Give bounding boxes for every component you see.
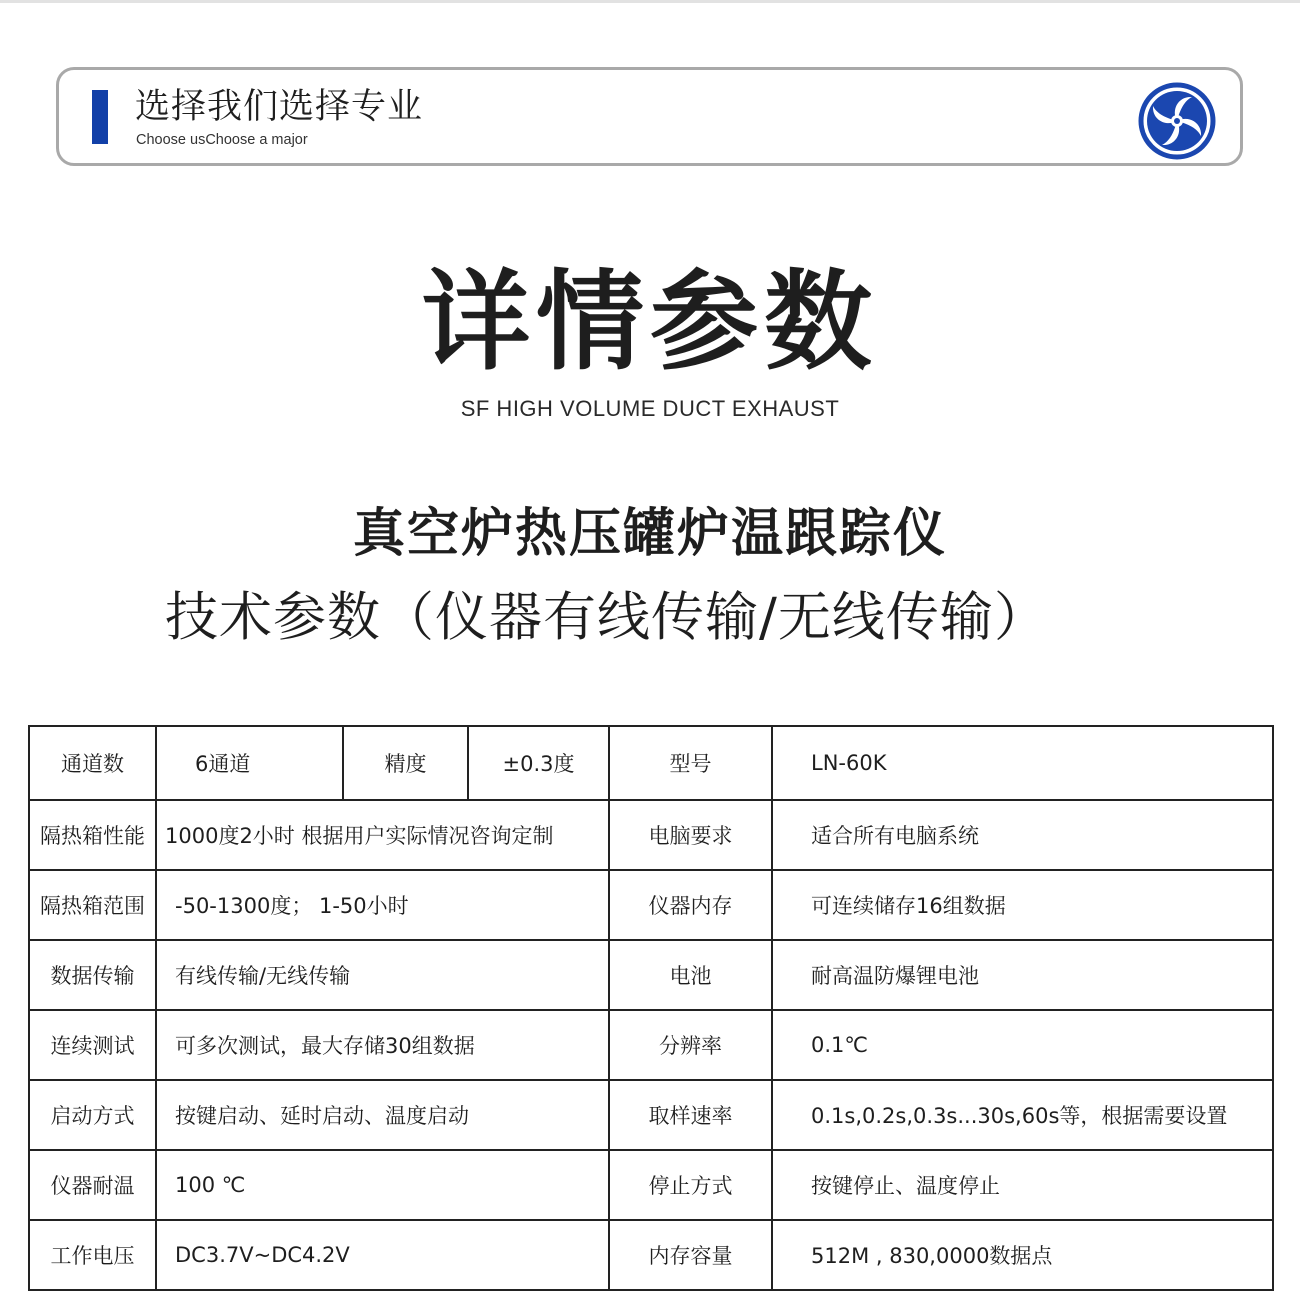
spec-label: 仪器耐温 — [29, 1150, 156, 1220]
table-row — [29, 800, 1273, 870]
table-row — [29, 1150, 1273, 1220]
spec-value: 可连续储存16组数据 — [772, 870, 1273, 940]
table-row — [29, 1220, 1273, 1290]
spec-value: 按键启动、延时启动、温度启动 — [156, 1080, 609, 1150]
spec-value: -50-1300度； 1-50小时 — [156, 870, 609, 940]
product-name: 真空炉热压罐炉温跟踪仪 — [352, 504, 947, 564]
spec-label: 停止方式 — [609, 1150, 772, 1220]
spec-label: 工作电压 — [29, 1220, 156, 1290]
spec-value: 耐高温防爆锂电池 — [772, 940, 1273, 1010]
spec-table — [28, 725, 1274, 1291]
spec-label: 隔热箱性能 — [29, 800, 156, 870]
spec-label: 取样速率 — [609, 1080, 772, 1150]
spec-value: 6通道 — [156, 726, 343, 800]
spec-label: 型号 — [609, 726, 772, 800]
spec-value: LN-60K — [772, 726, 1273, 800]
header-banner — [56, 67, 1243, 166]
spec-value: 0.1s,0.2s,0.3s...30s,60s等，根据需要设置 — [772, 1080, 1273, 1150]
spec-value: 1000度2小时 根据用户实际情况咨询定制 — [156, 800, 609, 870]
company-logo-icon — [1138, 82, 1216, 160]
spec-value: 100 ℃ — [156, 1150, 609, 1220]
top-divider — [0, 0, 1300, 3]
banner-subtitle: Choose usChoose a major — [136, 132, 308, 148]
spec-label: 分辨率 — [609, 1010, 772, 1080]
spec-value: 可多次测试，最大存储30组数据 — [156, 1010, 609, 1080]
spec-label: 连续测试 — [29, 1010, 156, 1080]
spec-label: 精度 — [343, 726, 468, 800]
spec-value: DC3.7V~DC4.2V — [156, 1220, 609, 1290]
spec-value: 适合所有电脑系统 — [772, 800, 1273, 870]
spec-heading: 技术参数（仪器有线传输/无线传输） — [165, 587, 1048, 648]
page-title: 详情参数 — [421, 260, 878, 385]
spec-value: 有线传输/无线传输 — [156, 940, 609, 1010]
spec-label: 数据传输 — [29, 940, 156, 1010]
banner-title: 选择我们选择专业 — [135, 87, 424, 127]
page-subtitle: SF HIGH VOLUME DUCT EXHAUST — [460, 396, 840, 421]
spec-value: 512M , 830,0000数据点 — [772, 1220, 1273, 1290]
spec-value: 按键停止、温度停止 — [772, 1150, 1273, 1220]
spec-label: 电脑要求 — [609, 800, 772, 870]
spec-label: 内存容量 — [609, 1220, 772, 1290]
spec-label: 隔热箱范围 — [29, 870, 156, 940]
spec-value: 0.1℃ — [772, 1010, 1273, 1080]
spec-label: 启动方式 — [29, 1080, 156, 1150]
accent-bar — [92, 90, 108, 144]
table-row — [29, 940, 1273, 1010]
spec-label: 电池 — [609, 940, 772, 1010]
spec-label: 通道数 — [29, 726, 156, 800]
spec-label: 仪器内存 — [609, 870, 772, 940]
table-row — [29, 870, 1273, 940]
table-row — [29, 1010, 1273, 1080]
table-row — [29, 726, 1273, 800]
table-row — [29, 1080, 1273, 1150]
spec-value: ±0.3度 — [468, 726, 609, 800]
